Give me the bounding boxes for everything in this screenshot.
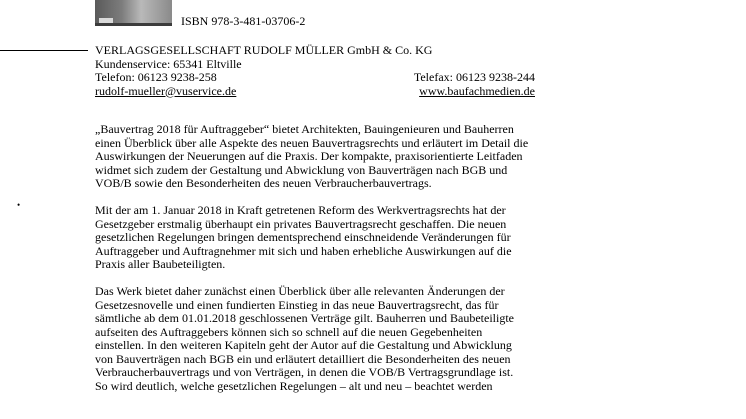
isbn-number: ISBN 978-3-481-03706-2 <box>181 14 306 28</box>
description-text <box>95 123 545 407</box>
paragraph-overview <box>95 285 545 393</box>
publisher-service-row <box>95 58 535 72</box>
text-line: Das Werk bietet daher zunächst einen Überblick über alle relevanten Änderungen der <box>95 284 505 298</box>
book-cover-thumbnail <box>95 0 172 26</box>
text-line: aufseiten des Auftraggebers können sich so schnell auf die neuen Gegebenheiten <box>95 324 483 339</box>
text-line: von Bauverträgen nach BGB ein und erläutert detailliert die Besonderheiten des neuen <box>95 351 511 366</box>
text-line: So wird deutlich, welche gesetzlichen Regelungen – alt und neu – beachtet werden <box>95 378 493 393</box>
cover-bottom-bar <box>95 23 172 26</box>
publisher-name-row <box>95 44 535 58</box>
customer-service-address: Kundenservice: 65341 Eltville <box>95 56 242 71</box>
text-line: Auftraggeber und Auftragnehmer mit sich und haben erhebliche Auswirkungen auf die <box>95 243 512 258</box>
paragraph-intro <box>95 123 545 191</box>
text-line: einen Überblick über alle Aspekte des neuen Bauvertragsrechts und erläutert im Detail die <box>95 135 529 150</box>
paragraph-reform <box>95 204 545 272</box>
text-line: Gesetzgeber erstmalig überhaupt ein privates Bauvertragsrecht geschaffen. Die neuen <box>95 216 507 231</box>
publisher-links-row <box>95 85 535 99</box>
bullet-marker: • <box>17 200 21 210</box>
text-line: sämtliche ab dem 01.01.2018 geschlossenen Verträge gilt. Bauherren und Baubeteiligte <box>95 311 514 325</box>
text-line: „Bauvertrag 2018 für Auftraggeber“ bietet Architekten, Bauingenieuren und Bauherren <box>95 122 514 136</box>
text-line: VOB/B sowie den Besonderheiten des neuen Verbraucherbauvertrags. <box>95 176 432 190</box>
text-line: widmet sich zudem der Gestaltung und Abwicklung von Bauverträgen nach BGB und <box>95 162 508 177</box>
publisher-phone-row <box>95 71 535 85</box>
text-line: Mit der am 1. Januar 2018 in Kraft getretenen Reform des Werkvertragsrechts hat der <box>95 203 506 217</box>
text-line: Verbraucherbauvertrags und von Verträgen, in denen die VOB/B Vertragsgrundlage ist. <box>95 365 514 379</box>
divider-line <box>0 50 88 51</box>
email-link[interactable]: rudolf-mueller@vuservice.de <box>95 83 237 98</box>
publisher-name: VERLAGSGESELLSCHAFT RUDOLF MÜLLER GmbH & Co. KG <box>95 43 433 57</box>
phone-number: Telefon: 06123 9238-258 <box>95 70 217 84</box>
text-line: Auswirkungen der Neuerungen auf die Praxis. Der kompakte, praxisorientierte Leitfaden <box>95 149 523 163</box>
text-line: Gesetzesnovelle und einen fundierten Einstieg in das neue Bauvertragsrecht, das für <box>95 297 499 312</box>
publisher-info <box>95 44 535 98</box>
website-link[interactable]: www.baufachmedien.de <box>419 83 535 98</box>
text-line: Praxis aller Baubeteiligten. <box>95 257 226 271</box>
text-line: gesetzlichen Regelungen bringen dementsprechend einschneidende Veränderungen für <box>95 230 511 244</box>
fax-number: Telefax: 06123 9238-244 <box>413 70 535 84</box>
text-line: einstellen. In den weiteren Kapiteln geht der Autor auf die Gestaltung und Abwicklung <box>95 338 512 352</box>
